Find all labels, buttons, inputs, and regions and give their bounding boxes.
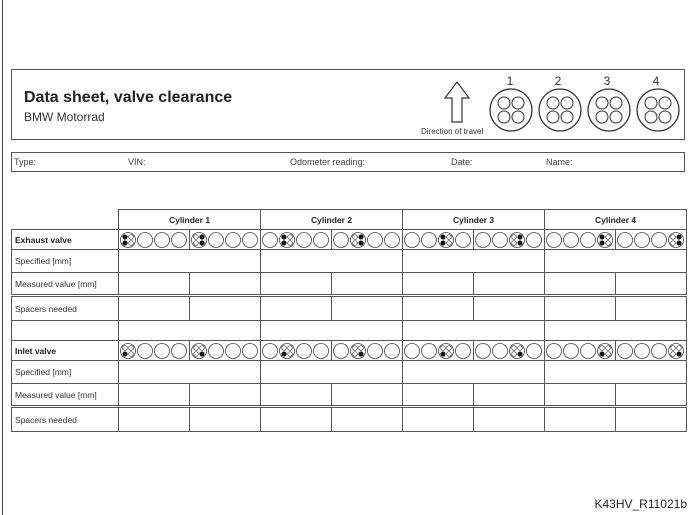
exhaust-valve-diagram-icon [119, 230, 190, 250]
exhaust-valve-diagram-icon [332, 230, 403, 250]
direction-of-travel-label: Direction of travel [421, 127, 484, 136]
spacer-cell [403, 321, 545, 341]
inlet-valve-diagram-icon [616, 341, 687, 361]
exhaust-spacers-cell[interactable] [190, 296, 261, 321]
inlet-spacers-cell[interactable] [403, 407, 474, 432]
inlet-measured-cell[interactable] [403, 384, 474, 407]
exhaust-specified-row [12, 250, 687, 273]
inlet-valve-row [12, 341, 687, 361]
spacer-cell [261, 321, 403, 341]
exhaust-valve-diagram-icon [261, 230, 332, 250]
name-label: Name: [546, 157, 573, 167]
exhaust-measured-row [12, 273, 687, 296]
inlet-measured-row [12, 384, 687, 407]
page-title: Data sheet, valve clearance [24, 89, 233, 106]
cylinder-number-1: 1 [506, 74, 514, 88]
inlet-spacers-cell[interactable] [545, 407, 616, 432]
inlet-specified-label: Specified [mm] [12, 361, 119, 384]
odometer-label: Odometer reading: [290, 157, 366, 167]
inlet-spacers-cell[interactable] [190, 407, 261, 432]
spacer-row [12, 321, 687, 341]
valve-clearance-table [11, 209, 687, 432]
cylinder-4-header: Cylinder 4 [545, 210, 687, 230]
cylinder-number-3: 3 [603, 74, 611, 88]
exhaust-spacers-cell[interactable] [545, 296, 616, 321]
header-box [11, 69, 685, 140]
exhaust-spacers-row [12, 296, 687, 321]
corner-cell [12, 210, 119, 230]
exhaust-measured-cell[interactable] [545, 273, 616, 296]
cylinder-number-2: 2 [554, 74, 562, 88]
inlet-valve-label: Inlet valve [12, 341, 119, 361]
inlet-specified-cyl4[interactable] [545, 361, 687, 384]
inlet-measured-cell[interactable] [190, 384, 261, 407]
inlet-measured-cell[interactable] [616, 384, 687, 407]
arrow-up-icon [444, 81, 470, 123]
exhaust-measured-cell[interactable] [261, 273, 332, 296]
exhaust-valve-diagram-icon [403, 230, 474, 250]
exhaust-specified-cyl2[interactable] [261, 250, 403, 273]
exhaust-valve-diagram-icon [190, 230, 261, 250]
spacer-cell [545, 321, 687, 341]
exhaust-spacers-label: Spacers needed [12, 296, 119, 321]
inlet-valve-diagram-icon [190, 341, 261, 361]
inlet-spacers-cell[interactable] [474, 407, 545, 432]
exhaust-spacers-cell[interactable] [332, 296, 403, 321]
cylinder-number-4: 4 [652, 74, 660, 88]
exhaust-spacers-cell[interactable] [261, 296, 332, 321]
inlet-valve-diagram-icon [261, 341, 332, 361]
inlet-spacers-cell[interactable] [261, 407, 332, 432]
exhaust-measured-cell[interactable] [190, 273, 261, 296]
inlet-spacers-label: Spacers needed [12, 407, 119, 432]
inlet-valve-diagram-icon [332, 341, 403, 361]
exhaust-specified-label: Specified [mm] [12, 250, 119, 273]
exhaust-measured-cell[interactable] [474, 273, 545, 296]
inlet-valve-diagram-icon [474, 341, 545, 361]
cylinder-1-valve-diagram-icon [487, 88, 535, 132]
exhaust-valve-diagram-icon [545, 230, 616, 250]
exhaust-valve-label: Exhaust valve [12, 230, 119, 250]
vin-label: VIN: [128, 157, 146, 167]
inlet-measured-cell[interactable] [332, 384, 403, 407]
exhaust-specified-cyl1[interactable] [119, 250, 261, 273]
inlet-valve-diagram-icon [403, 341, 474, 361]
exhaust-measured-cell[interactable] [616, 273, 687, 296]
exhaust-spacers-cell[interactable] [403, 296, 474, 321]
exhaust-specified-cyl3[interactable] [403, 250, 545, 273]
inlet-valve-diagram-icon [119, 341, 190, 361]
exhaust-valve-row [12, 230, 687, 250]
exhaust-measured-cell[interactable] [332, 273, 403, 296]
cylinder-2-header: Cylinder 2 [261, 210, 403, 230]
exhaust-measured-cell[interactable] [403, 273, 474, 296]
cylinder-2-valve-diagram-icon [536, 88, 584, 132]
type-label: Type: [14, 157, 37, 167]
inlet-measured-cell[interactable] [119, 384, 190, 407]
exhaust-spacers-cell[interactable] [474, 296, 545, 321]
exhaust-spacers-cell[interactable] [616, 296, 687, 321]
exhaust-valve-diagram-icon [474, 230, 545, 250]
figure-reference: K43HV_R11021b [594, 497, 687, 511]
date-label: Date: [451, 157, 473, 167]
cylinder-3-valve-diagram-icon [585, 88, 633, 132]
inlet-spacers-row [12, 407, 687, 432]
inlet-specified-cyl3[interactable] [403, 361, 545, 384]
inlet-measured-cell[interactable] [474, 384, 545, 407]
exhaust-measured-label: Measured value [mm] [12, 273, 119, 296]
inlet-measured-cell[interactable] [545, 384, 616, 407]
exhaust-measured-cell[interactable] [119, 273, 190, 296]
page-subtitle: BMW Motorrad [24, 110, 105, 124]
inlet-spacers-cell[interactable] [332, 407, 403, 432]
inlet-measured-cell[interactable] [261, 384, 332, 407]
spacer-cell [12, 321, 119, 341]
exhaust-specified-cyl4[interactable] [545, 250, 687, 273]
cylinder-3-header: Cylinder 3 [403, 210, 545, 230]
exhaust-valve-diagram-icon [616, 230, 687, 250]
inlet-spacers-cell[interactable] [616, 407, 687, 432]
inlet-valve-diagram-icon [545, 341, 616, 361]
inlet-specified-row [12, 361, 687, 384]
inlet-measured-label: Measured value [mm] [12, 384, 119, 407]
exhaust-spacers-cell[interactable] [119, 296, 190, 321]
inlet-spacers-cell[interactable] [119, 407, 190, 432]
cylinder-4-valve-diagram-icon [634, 88, 682, 132]
cylinder-1-header: Cylinder 1 [119, 210, 261, 230]
spacer-cell [119, 321, 261, 341]
inlet-specified-cyl2[interactable] [261, 361, 403, 384]
info-box [11, 152, 685, 172]
page-left-border [2, 0, 3, 515]
inlet-specified-cyl1[interactable] [119, 361, 261, 384]
